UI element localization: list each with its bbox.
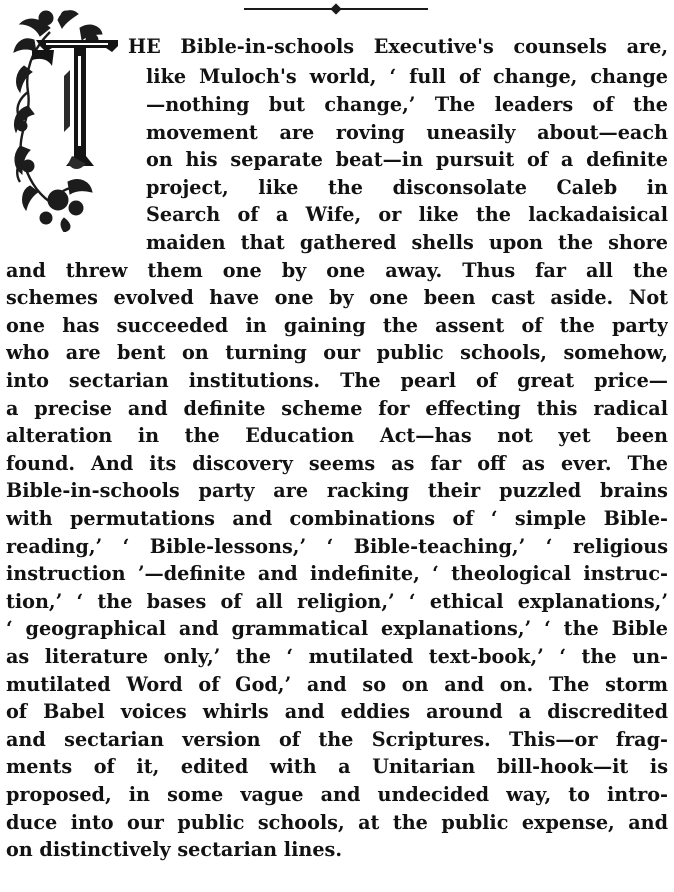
text-line-19: reading,’ ‘ Bible-lessons,’ ‘ Bible-teaching,’ ‘ religious [6, 535, 668, 558]
text-line-4: movement are roving uneasily about—each [146, 121, 668, 144]
text-line-12: who are bent on turning our public schools, somehow, [6, 341, 668, 364]
text-line-18: with permutations and combinations of ‘ simple Bible- [6, 507, 668, 530]
text-line-26: and sectarian version of the Scriptures. This—or frag- [6, 728, 668, 751]
text-line-21: tion,’ ‘ the bases of all religion,’ ‘ ethical explanations,’ [6, 590, 668, 613]
text-line-11: one has succeeded in gaining the assent of the party [6, 314, 668, 337]
text-line-15: alteration in the Education Act—has not yet been [6, 424, 668, 447]
text-line-30: on distinctively sectarian lines. [6, 838, 343, 861]
text-line-7: Search of a Wife, or like the lackadaisical [146, 203, 668, 226]
text-line-10: schemes evolved have one by one been cast aside. Not [6, 286, 668, 309]
text-line-13: into sectarian institutions. The pearl of great price— [6, 369, 668, 392]
text-line-17: Bible-in-schools party are racking their puzzled brains [6, 479, 668, 502]
text-line-28: proposed, in some vague and undecided way, to intro- [6, 783, 668, 806]
text-line-24: mutilated Word of God,’ and so on and on. The storm [6, 673, 668, 696]
text-line-29: duce into our public schools, at the public expense, and [6, 811, 668, 834]
text-line-22: ‘ geographical and grammatical explanations,’ ‘ the Bible [6, 617, 668, 640]
text-line-9: and threw them one by one away. Thus far all the [6, 259, 668, 282]
text-line-3: —nothing but change,’ The leaders of the [146, 93, 668, 116]
text-line-14: a precise and definite scheme for effecting this radical [6, 397, 668, 420]
text-line-27: ments of it, edited with a Unitarian bill-hook—it is [6, 755, 668, 778]
text-line-1: HE Bible-in-schools Executive's counsels are, [128, 35, 668, 58]
rule-diamond-ornament [330, 3, 341, 14]
text-line-23: as literature only,’ the ‘ mutilated text-book,’ ‘ the un- [6, 645, 668, 668]
text-line-20: instruction ’—definite and indefinite, ‘ theological instruc- [6, 562, 668, 585]
text-line-8: maiden that gathered shells upon the shore [146, 231, 668, 254]
text-line-25: of Babel voices whirls and eddies around a discredited [6, 700, 668, 723]
decorated-initial-t [6, 6, 124, 232]
text-line-16: found. And its discovery seems as far off as ever. The [6, 452, 668, 475]
text-line-2: like Muloch's world, ‘ full of change, change [146, 65, 668, 88]
text-line-5: on his separate beat—in pursuit of a definite [146, 148, 668, 171]
text-line-6: project, like the disconsolate Caleb in [146, 176, 668, 199]
